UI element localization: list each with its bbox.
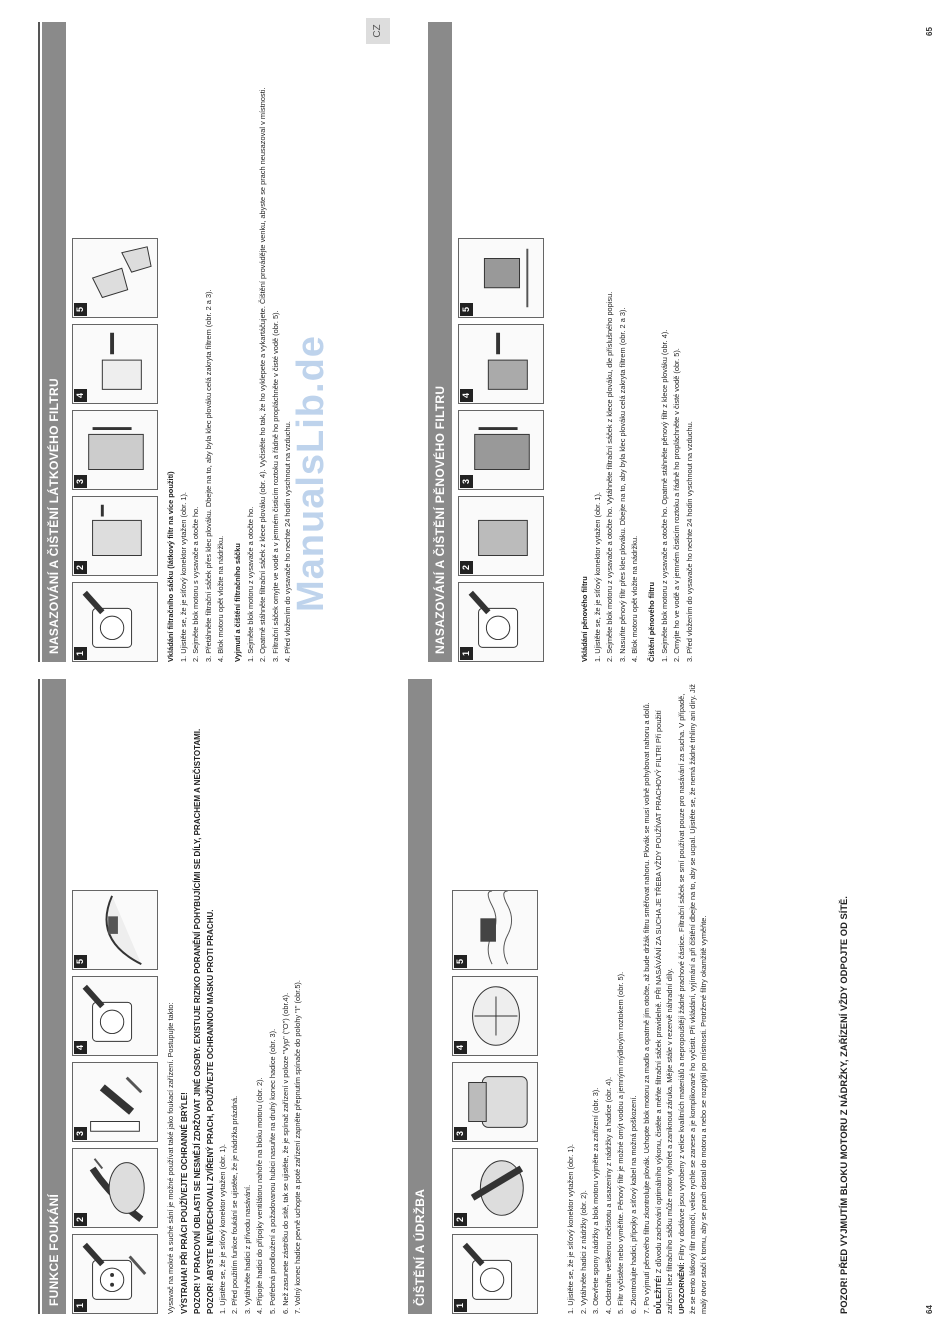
figure-foam-on-cage: 2 <box>458 496 544 576</box>
cloth-filter-text: Vkládání filtračního sáčku (látkový filtr na více použití) 1. Ujistěte se, že je síťový konektor vytažen (obr. 1). 2. Sejměte blok motoru s vysavače a otočte ho. 3. Přetáhněte filtrační sáček přes klec plováku. Dbejte na to, aby byla klec plováku celá zakryta filtrem (obr. 2 a 3). 4. Blok motoru opět vložte na nádržku. Vyjmutí a čištění filtračního sáčku 1. Sejměte blok motoru z vysavače a otočte ho. 2. Opatrně stáhněte filtrační sáček z klece plováku (obr. 4). Vyčistěte ho tak, že ho vyklepete a vykartáčujete. Čištění provádějte venku, abyste se prach neusazoval v místnosti. 3. Filtrační sáček omyjte ve vodě a v jemném čisticím roztoku a řádně ho propláchněte v čisté vodě (obr. 5). 4. Před vložením do vysavače ho nechte 24 hodin vyschnout na vzduchu. <box>166 87 293 662</box>
page-number-right: 65 <box>925 27 934 36</box>
watermark: ManualsLib.de <box>290 335 332 612</box>
top-rule-right <box>38 22 40 662</box>
foam-filter-text: Vkládání pěnového filtru 1. Ujistěte se, že je síťový konektor vytažen (obr. 1). 2. Sejměte blok motoru z vysavače a otočte ho. Vytáhněte filtrační sáček z klece plováku, dle příslušného popisu. 3. Nasuňte pěnový filtr přes klec plováku. Dbejte na to, aby byla klec plováku celá zakryta filtrem (obr. 2 a 3). 4. Blok motoru opět vložte na nádržku. Čištění pěnového filtru 1. Sejměte blok motoru z vysavače a otočte ho. Opatrně stáhněte pěnový filtr z klece plováku (obr. 4). 2. Omyjte ho ve vodě a v jemném čisticím roztoku a řádně ho propláchněte v čisté vodě (obr. 5). 3. Před vložením do vysavače ho nechte 24 hodin vyschnout na vzduchu. <box>580 291 694 662</box>
figure-open-clips: 3 <box>452 1062 538 1142</box>
final-warning: POZOR! PŘED VYJMUTÍM BLOKU MOTORU Z NÁDRŽKY, ZAŘÍZENÍ VŽDY ODPOJTE OD SÍTĚ. <box>838 896 849 1314</box>
figure-unplug: 1 <box>452 1234 538 1314</box>
top-rule <box>38 679 40 1314</box>
figures-blowing <box>72 890 158 1314</box>
figure-bag-remove: 4 <box>72 324 158 404</box>
figure-nozzle-attach: 3 <box>72 1062 158 1142</box>
figure-unplug: 1 <box>72 582 158 662</box>
section-title-foam-filter: NASAZOVÁNÍ A ČIŠTĚNÍ PĚNOVÉHO FILTRU <box>428 22 452 662</box>
language-tab: CZ <box>366 18 390 44</box>
figures-cleaning <box>452 890 538 1314</box>
section-title-cleaning: ČIŠTĚNÍ A ÚDRŽBA <box>408 679 432 1314</box>
page-64 <box>0 672 950 1344</box>
figures-cloth-filter <box>72 238 158 662</box>
figure-unplug: 1 <box>458 582 544 662</box>
section-title-blowing: FUNKCE FOUKÁNÍ <box>42 679 66 1314</box>
cleaning-text: 1. Ujistěte se, že je síťový konektor vytažen (obr. 1). 2. Vytáhněte hadici z nádržky (obr. 2). 3. Otevřete spony nádržky a blok motoru vyjměte za zařízení (obr. 3). 4. Odstraňte veškerou nečistotu a usazeniny z nádržky a hadice (obr. 4). 5. Filtr vyčistěte nebo vyměňte. Pěnový filtr je možné omýt vodou a jemným mýdlovým roztokem (obr. 5). 6. Zkontrolujte hadici, přípojky a síťový kabel na možná poškození. 7. Po vyjmutí pěnového filtru zkontrolujte plovák. Uchopte blok motoru za madlo a opatrně jím otočte, až bude držák filtru směřovat nahoru. Plovák se musí volně pohybovat nahoru a dolů. DŮLEŽITÉ! Z důvodu zachování optimálního výkonu, čistěte a měňte filtrační sáček pravidelně. PŘI NASÁVÁNÍ ZA SUCHA JE TŘEBA VŽDY POUŽÍVAT PRACHOVÝ FILTR! Při použití zařízení bez filtračního sáčku může motor vyhořet a zaniknout záruka. Mějte stále v rezervě náhradní díly. UPOZORNĚNÍ: Filtry v dodávce jsou vyrobeny z velice kvalitních materiálů a nepropouštějí žádné prachové částice. Filtrační sáček se smí používat pouze pro nasávání za sucha. V případě, že se tento látkový filtr namočí, velice rychle se zanese a je komplikované ho vyčistit. Při vkládání, vyjímání a při čištění dbejte na to, aby se ucpal. Ujistěte se, že nemá žádné trhliny ani díry. Již malý otvor stačí k tomu, aby se prach dostal do motoru a nebo se rozptýlil po místnosti. Protržené filtry okamžitě vyměňte. <box>566 683 708 1314</box>
figure-bag-wash: 5 <box>72 238 158 318</box>
figure-filter-cage: 4 <box>452 976 538 1056</box>
figure-hose-connect: 2 <box>72 1148 158 1228</box>
figure-foam-pulled: 3 <box>458 410 544 490</box>
figure-remove-hose: 2 <box>452 1148 538 1228</box>
figure-switch-on: 5 <box>72 890 158 970</box>
figure-wash-filter: 5 <box>452 890 538 970</box>
figures-foam-filter <box>458 238 544 662</box>
figure-foam-remove: 4 <box>458 324 544 404</box>
figure-socket-unplug: 1 <box>72 1234 158 1314</box>
figure-bag-pulled: 3 <box>72 410 158 490</box>
figure-switch-off: 4 <box>72 976 158 1056</box>
section-title-cloth-filter: NASAZOVÁNÍ A ČIŠTĚNÍ LÁTKOVÉHO FILTRU <box>42 22 66 662</box>
blowing-text: Vysavač na mokré a suché sání je možné používat také jako foukací zařízení. Postupujte takto: VÝSTRAHA! PŘI PRÁCI POUŽÍVEJTE OCHRANNÉ BRÝLE! POZOR! V PRACOVNÍ OBLASTI SE NESMĚJÍ ZDRŽOVAT JINÉ OSOBY. EXISTUJE RIZIKO PORANĚNÍ POHYBUJÍCÍMI SE DÍLY, PRACHEM A NEČISTOTAMI. POZOR! ABYSTE NEVDECHOVALI ZVÍŘENÝ PRACH, POUŽÍVEJTE OCHRANNOU MASKU PROTI PRACHU. 1. Ujistěte se, že je síťový konektor vytažen (obr. 1). 2. Před použitím funkce foukání se ujistěte, že je nádržka prázdná. 3. Vytáhněte hadici z přívodu nasávání. 4. Připojte hadici do přípojky ventilátoru nahoře na bloku motoru (obr. 2). 5. Potřebná prodloužení a požadovanou hubici nasuňte na druhý konec hadice (obr. 3). 6. Než zasunete zástrčku do sítě, tak se ujistěte, že je spínač zařízení v poloze "Vyp" ("O") (obr.4). 7. Volný konec hadice pevně uchopte a poté zařízení zapněte přepnutím spínače do polohy "I" (obr.5). <box>166 728 303 1314</box>
page-number-left: 64 <box>925 1305 934 1314</box>
figure-foam-wash: 5 <box>458 238 544 318</box>
figure-bag-on-cage: 2 <box>72 496 158 576</box>
